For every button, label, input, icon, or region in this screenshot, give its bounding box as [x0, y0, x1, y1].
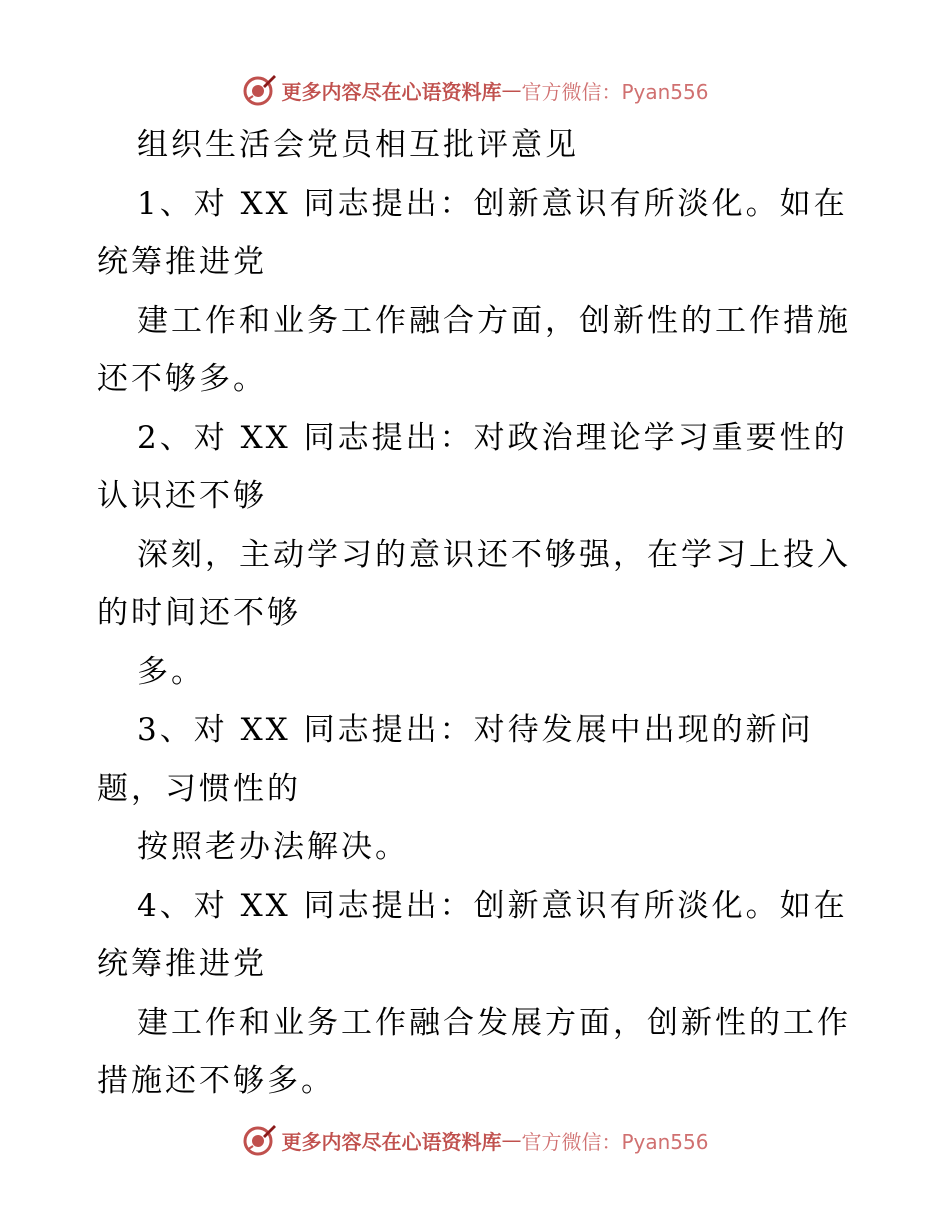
document-line: 多。 [137, 653, 205, 690]
watermark-footer [0, 1120, 950, 1160]
document-line: 按照老办法解决。 [137, 829, 409, 865]
watermark-header [0, 70, 950, 110]
document-body [97, 116, 857, 1111]
pen-seal-icon [241, 1122, 277, 1158]
document-title: 组织生活会党员相互批评意见 [137, 127, 579, 163]
document-line: 2、对 XX 同志提出：对政治理论学习重要性的 [137, 419, 848, 456]
document-line: 措施还不够多。 [97, 1063, 335, 1099]
pen-seal-icon [241, 72, 277, 108]
document-line: 建工作和业务工作融合发展方面，创新性的工作 [137, 1004, 851, 1041]
watermark-dash: — [501, 78, 522, 102]
document-line: 认识还不够 [97, 478, 267, 514]
document-line: 还不够多。 [97, 361, 267, 397]
document-line: 题，习惯性的 [97, 770, 301, 807]
document-line: 统筹推进党 [97, 244, 267, 280]
document-line: 1、对 XX 同志提出：创新意识有所淡化。如在 [137, 185, 848, 222]
document-line: 3、对 XX 同志提出：对待发展中出现的新问 [137, 712, 814, 748]
document-line: 深刻，主动学习的意识还不够强，在学习上投入 [137, 536, 851, 573]
watermark-contact: 官方微信：Pyan556 [521, 1129, 709, 1154]
watermark-contact: 官方微信：Pyan556 [521, 79, 709, 104]
document-line: 建工作和业务工作融合方面，创新性的工作措施 [137, 302, 851, 339]
document-line: 统筹推进党 [97, 946, 267, 982]
watermark-lead: 更多内容尽在心语资料库 [281, 1129, 502, 1154]
watermark-dash: — [501, 1128, 522, 1152]
document-line: 4、对 XX 同志提出：创新意识有所淡化。如在 [137, 887, 848, 924]
document-line: 的时间还不够 [97, 595, 301, 631]
watermark-lead: 更多内容尽在心语资料库 [281, 79, 502, 104]
